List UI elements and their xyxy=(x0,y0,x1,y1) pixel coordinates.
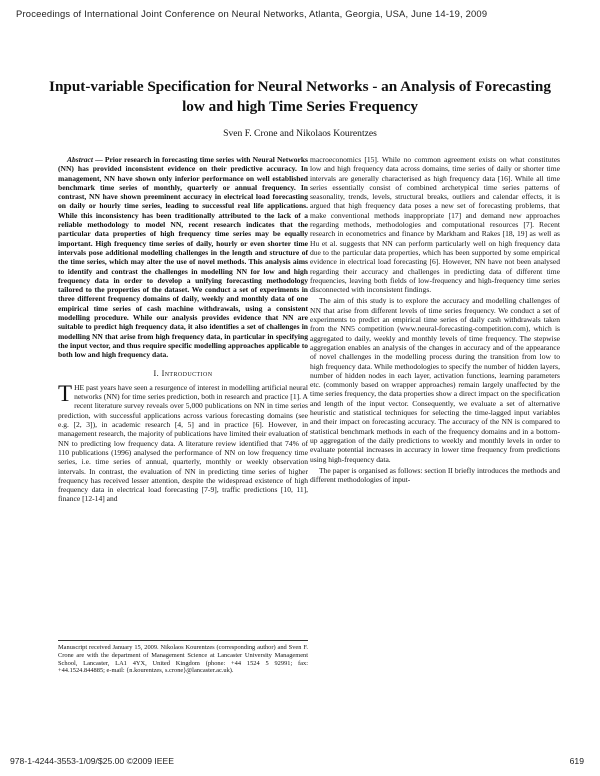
page-number: 619 xyxy=(569,756,584,766)
paper-authors: Sven F. Crone and Nikolaos Kourentzes xyxy=(223,128,377,139)
abstract-label: Abstract xyxy=(67,155,93,164)
intro-text-1: HE past years have seen a resurgence of interest in modelling artificial neural networks (NN) for time series prediction, both in research and practice [1]. A recent literature survey reveals over 5,000 publications on NN in time series prediction, with successful applications across various forecasting domains (see e.g. [2, 3]), in academic research [4, 5] and in practice [6]. However, in management research, the majority of publications have limited their evaluation of NN to predicting low frequency data. A literature review identified that 74% of 110 publications (1996) analysed the performance of NN on low frequency time series, i.e. time series of annual, quarterly, monthly or weekly observation intervals. In contrast, the evaluation of NN in predicting time series of higher frequency has received lesser attention, despite the widespread existence of high frequency data in electrical load forecasting [7-9], traffic predictions [10, 11], finance [12-14] and xyxy=(58,382,308,504)
section-heading-introduction: I. Introduction xyxy=(153,368,213,378)
right-paragraph-2: The aim of this study is to explore the accuracy and modelling challenges of NN that arise from different levels of time series frequency. We conduct a set of experiments to predict an empirical time series of daily cash withdrawals taken from the NN5 competition (www.neural-forecasting-competition.com), which is aggregated to daily, weekly and monthly levels of time frequency. The stepwise aggregation enables an analysis of the changes in accuracy and of the appearance of novel challenges in the modelling process during the transition from low to high frequency data. While methodologies to specify the number of hidden layers, number of hidden nodes in each layer, activation functions, learning parameters etc. (commonly based on wrapper approaches) remain largely unaffected by the time series frequency, the data properties show a direct impact on the specification and length of the input vector. Consequently, we evaluate a set of alternative heuristic and statistical techniques for selecting the time-lagged input variables and their impact on forecasting accuracy. The accuracy of the NN is compared to statistical benchmark methods in each of the frequency domains and in a bottom-up aggregation of the daily predictions to weekly and monthly levels in order to evaluate potential increases in accuracy in lower time frequency from predictions using high-frequency data. xyxy=(310,296,560,464)
right-paragraph-1: macroeconomics [15]. While no common agreement exists on what constitutes low and high frequency data across domains, time series of daily or shorter time intervals are generally characterised as high frequency data [16]. While all time series essentially consist of combined archetypical time series patterns of seasonality, trends, levels, structural breaks, outliers and calendar effects, it is argued that high frequency data poses a new set of forecasting problems, that make conventional methods inappropriate [17] and demand new approaches regarding methods, methodologies and computational resources [7]. Recent research in econometrics and finance by Markham and Rakes [18, 19] as well as Hu et al. suggests that NN can perform particularly well on high frequency data due to the particular data properties, which has been supported by some empirical evidence in electrical load forecasting [6]. However, NN have not been analysed regarding their accuracy and challenges in predicting data of different time frequencies, leaving both fields of low-frequency and high-frequency time series disconnected with inconsistent findings. xyxy=(310,155,560,295)
right-paragraph-3: The paper is organised as follows: section II briefly introduces the methods and different methodologies of input- xyxy=(310,465,560,485)
isbn-footer: 978-1-4244-3553-1/09/$25.00 ©2009 IEEE xyxy=(10,756,175,766)
right-column xyxy=(310,155,560,486)
intro-paragraph-1 xyxy=(58,380,308,504)
conference-header: Proceedings of International Joint Conference on Neural Networks, Atlanta, Georgia, USA, June 14-19, 2009 xyxy=(16,8,488,19)
abstract-text: Prior research in forecasting time series with Neural Networks (NN) has provided inconsistent evidence on their predictive accuracy. In management, NN have shown only inferior performance on well established benchmark time series of monthly, quarterly or annual frequency. In contrast, NN have shown preeminent accuracy in electrical load forecasting on daily or hourly time series, leading to successful real life applications. While this inconsistency has been traditionally attributed to the lack of a reliable methodology to model NN, recent research indicates that the particular data properties of high frequency time series may be equally important. High frequency time series of daily, hourly or even shorter time intervals pose additional modelling challenges in the length and structure of the time series, which may alter the use of novel methods. This analysis aims to identify and contrast the challenges in modelling NN for low and high frequency data in order to develop a unifying forecasting methodology tailored to the properties of the dataset. We conduct a set of experiments in three different frequency domains of daily, weekly and monthly data of one empirical time series of cash machine withdrawals, using a consistent modelling procedure. While our analysis provides evidence that NN are suitable to predict high frequency data, it also identifies a set of challenges in modelling NN that arise from high frequency data, in particular in specifying the input vector, and thus require specific modelling approaches applicable to both low and high frequency data. xyxy=(58,155,308,360)
manuscript-footnote: Manuscript received January 15, 2009. Nikolaos Kourentzes (corresponding author) and Sven F. Crone are with the department of Management Science at Lancaster University Management School, Lancaster, LA1 4YX, United Kingdom (phone: +44 1524 5 92991; fax: +44.1524.844885; e-mail: {n.kourentzes, s.crone}@lancaster.ac.uk). xyxy=(58,640,308,675)
drop-cap: T xyxy=(58,380,73,406)
paper-title: Input-variable Specification for Neural Networks - an Analysis of Forecasting low and high Time Series Frequency xyxy=(49,78,551,115)
left-column xyxy=(58,155,308,506)
abstract: Abstract — Prior research in forecasting time series with Neural Networks (NN) has provided inconsistent evidence on their predictive accuracy. In management, NN have shown only inferior performance on well established benchmark time series of monthly, quarterly or annual frequency. In contrast, NN have shown preeminent accuracy in electrical load forecasting on daily or hourly time series, leading to successful real life applications. While this inconsistency has been traditionally attributed to the lack of a reliable methodology to model NN, recent research indicates that the particular data properties of high frequency time series may be equally important. High frequency time series of daily, hourly or even shorter time intervals pose additional modelling challenges in the length and structure of the time series, which may alter the use of novel methods. This analysis aims to identify and contrast the challenges in modelling NN for low and high frequency data in order to develop a unifying forecasting methodology tailored to the properties of the dataset. We conduct a set of experiments in three different frequency domains of daily, weekly and monthly data of one empirical time series of cash machine withdrawals, using a consistent modelling procedure. While our analysis provides evidence that NN are suitable to predict high frequency data, it also identifies a set of challenges in modelling NN that arise from high frequency data, in particular in specifying the input vector, and thus require specific modelling approaches applicable to both low and high frequency data. xyxy=(58,155,308,360)
